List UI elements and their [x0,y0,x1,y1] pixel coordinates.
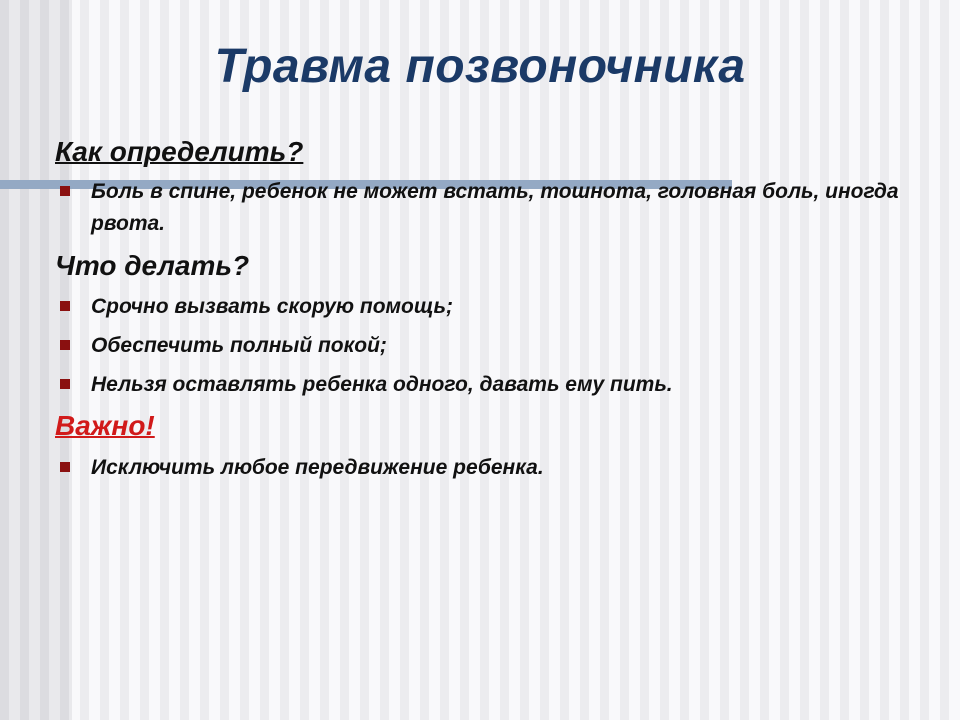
square-bullet-icon [60,340,70,350]
section-heading-how-to-identify: Как определить? [55,136,304,167]
slide-content [55,134,915,491]
list-item [55,452,915,484]
section-heading-important: Важно! [55,409,155,441]
list-item-text: Исключить любое передвижение ребенка. [91,456,544,480]
list-item-text: Боль в спине, ребенок не может встать, тошнота, головная боль, иногда рвота. [91,180,899,236]
square-bullet-icon [60,186,70,196]
slide-title: Травма позвоночника [214,40,746,93]
list-item-text: Обеспечить полный покой; [91,333,387,357]
important-list [55,452,915,484]
square-bullet-icon [60,462,70,472]
list-item [55,176,915,240]
list-item-text: Нельзя оставлять ребенка одного, давать ему пить. [91,372,673,396]
section-heading-what-to-do: Что делать? [55,250,250,282]
actions-list [55,291,915,401]
list-item [55,291,915,323]
square-bullet-icon [60,301,70,311]
list-item-text: Срочно вызвать скорую помощь; [91,294,453,318]
list-item [55,330,915,362]
symptoms-list [55,176,915,240]
list-item [55,369,915,401]
square-bullet-icon [60,379,70,389]
